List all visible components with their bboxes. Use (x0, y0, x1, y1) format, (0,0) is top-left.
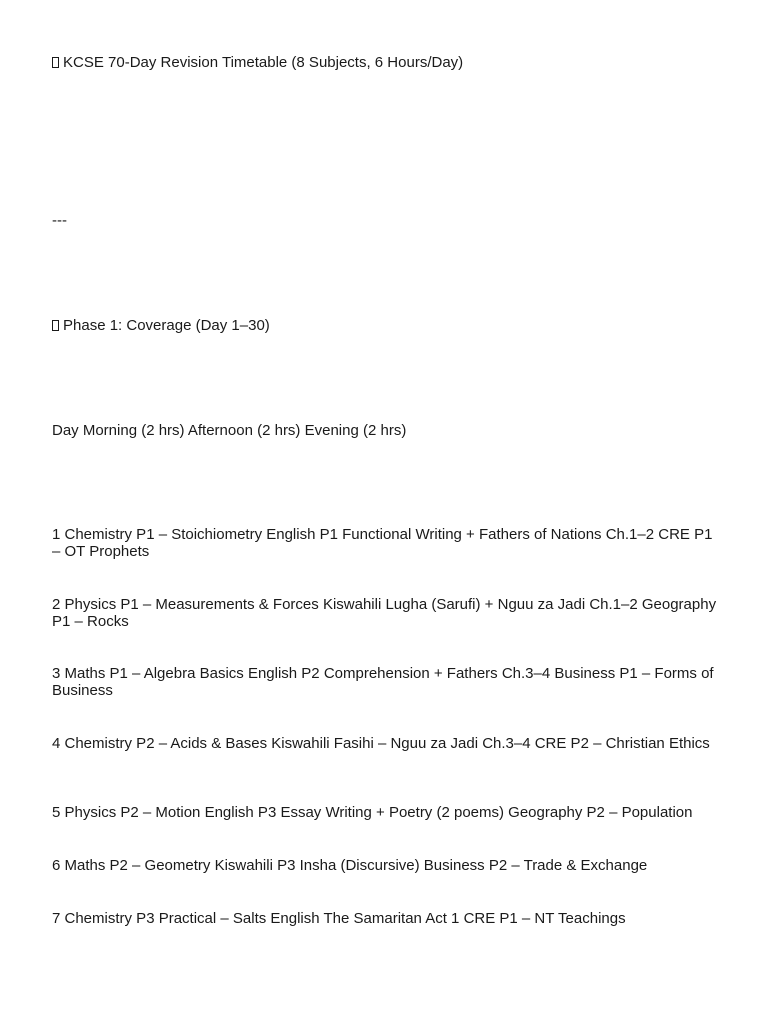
timetable-row-day-6: 6 Maths P2 – Geometry Kiswahili P3 Insha (Discursive) Business P2 – Trade & Exchange (52, 857, 648, 874)
timetable-row-day-4: 4 Chemistry P2 – Acids & Bases Kiswahili Fasihi – Nguu za Jadi Ch.3–4 CRE P2 – Christian Ethics (52, 735, 710, 752)
timetable-row-day-3: 3 Maths P1 – Algebra Basics English P2 Comprehension + Fathers Ch.3–4 Business P1 – Forms of Business (52, 665, 714, 699)
phase-heading (52, 317, 718, 334)
separator-line: --- (52, 212, 67, 229)
missing-glyph-icon (52, 320, 59, 331)
timetable-row-day-5: 5 Physics P2 – Motion English P3 Essay Writing + Poetry (2 poems) Geography P2 – Population (52, 804, 693, 821)
timetable-row-day-7: 7 Chemistry P3 Practical – Salts English The Samaritan Act 1 CRE P1 – NT Teachings (52, 910, 626, 927)
missing-glyph-icon (52, 57, 59, 68)
timetable-header: Day Morning (2 hrs) Afternoon (2 hrs) Evening (2 hrs) (52, 422, 407, 439)
timetable-row-day-1: 1 Chemistry P1 – Stoichiometry English P1 Functional Writing + Fathers of Nations Ch.1–2 CRE P1 – OT Prophets (52, 526, 713, 560)
phase-heading-text: Phase 1: Coverage (Day 1–30) (63, 317, 270, 334)
document-title (52, 54, 718, 71)
timetable-row-day-2: 2 Physics P1 – Measurements & Forces Kiswahili Lugha (Sarufi) + Nguu za Jadi Ch.1–2 Geography P1 – Rocks (52, 596, 717, 630)
document-title-text: KCSE 70-Day Revision Timetable (8 Subjects, 6 Hours/Day) (63, 54, 464, 71)
